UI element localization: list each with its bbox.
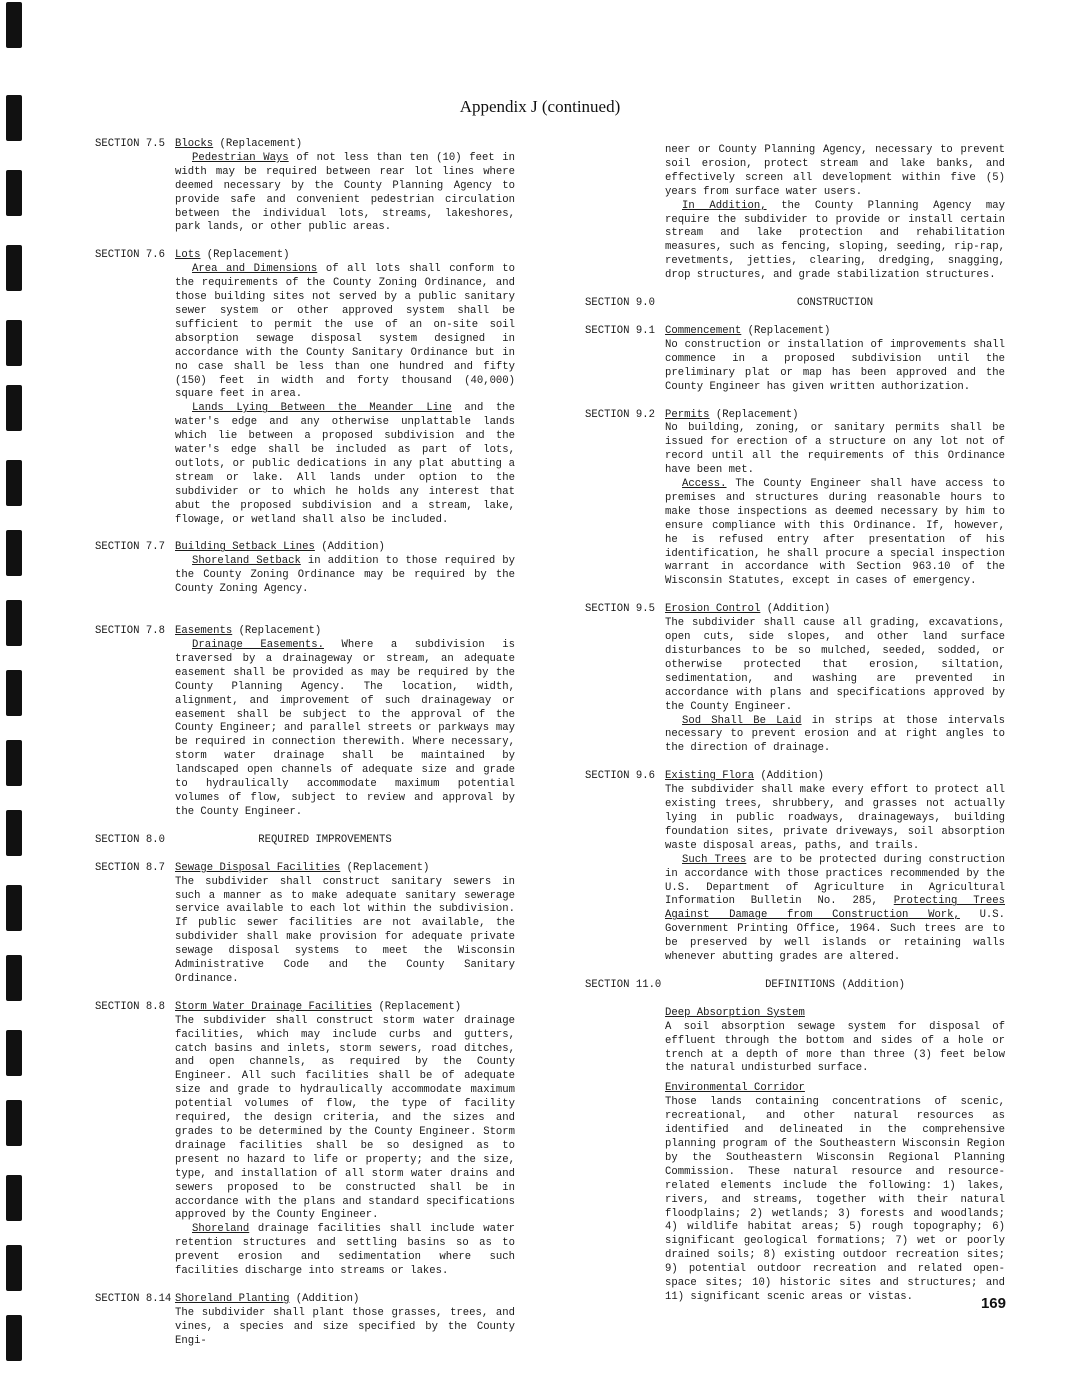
section-number: SECTION 7.5 <box>95 138 165 150</box>
left-column <box>95 138 515 1349</box>
page-number: 169 <box>980 1295 1006 1312</box>
section-heading: Building Setback Lines <box>175 541 315 554</box>
section-number: SECTION 11.0 <box>585 978 662 991</box>
lead-term: Shoreland Setback <box>192 555 301 568</box>
section-heading: Existing Flora <box>665 770 755 783</box>
binder-mark <box>6 1100 22 1146</box>
page-title: Appendix J (continued) <box>459 97 621 116</box>
section-7-8 <box>95 625 515 820</box>
section-number: SECTION 9.6 <box>585 770 655 783</box>
paragraph: The subdivider shall cause all grading, excavations, open cuts, side slopes, and other land surface disturbances to be so mulched, seeded, sodded, or otherwise protected that erosion, siltation, sedimentation, and washing are prevented in accordance with plans and specifications approved by the County Engineer. <box>665 617 1005 713</box>
binder-mark <box>6 1030 22 1076</box>
lead-term: Sod Shall Be Laid <box>682 714 802 727</box>
binder-mark <box>6 1175 22 1221</box>
section-9-1 <box>585 325 1005 395</box>
definition-text: A soil absorption sewage system for disposal of effluent through the bottom and sides of a hole or trench at a depth of more than three (3) feet below the natural undisturbed surface. <box>665 1020 1005 1075</box>
section-tag: (Replacement) <box>378 1000 462 1013</box>
section-tag: (Replacement) <box>715 408 799 421</box>
lead-term: Drainage Easements. <box>192 639 324 651</box>
section-number: SECTION 9.1 <box>585 324 655 337</box>
section-tag: (Replacement) <box>747 324 831 337</box>
binder-mark <box>6 740 22 786</box>
definition-text: Those lands containing concentrations of scenic, recreational, and other natural resources as identified and delineated in the comprehensive planning program of the Southeastern Wisconsin Region by the Southeastern Wisconsin Regional Planning Commission. These natural resource and resource-related elements include the following: 1) lakes, rivers, and streams, together with their natural floodplains; 2) wetlands; 3) forests and woodlands; 4) wildlife habitat areas; 5) rough topography; 6) significant geological formations; 7) wet or poorly drained soils; 8) existing outdoor recreation sites; 9) potential outdoor recreation and related open-space sites; 10) historic sites and structures; and 11) significant scenic areas or vistas. <box>665 1096 1005 1303</box>
binder-mark <box>6 885 22 931</box>
section-number: SECTION 9.2 <box>585 408 655 421</box>
section-heading: Erosion Control <box>665 603 761 616</box>
binder-mark <box>6 530 22 576</box>
paragraph: The subdivider shall plant those grasses, trees, and vines, a species and size specified by the County Engi- <box>175 1306 515 1347</box>
section-title: REQUIRED IMPROVEMENTS <box>258 833 392 846</box>
lead-term: Access. <box>682 478 727 491</box>
section-tag: (Addition) <box>295 1292 360 1305</box>
definition-environmental-corridor <box>665 1082 1005 1305</box>
paragraph: in addition to those required by the County Zoning Ordinance may be required by the County Zoning Agency. <box>175 555 516 596</box>
section-heading: Lots <box>175 249 201 262</box>
definition-term: Environmental Corridor <box>665 1082 805 1095</box>
citation-title: Protecting Trees Against Damage from Construction Work, <box>665 895 1005 922</box>
section-heading: Easements <box>175 625 233 638</box>
lead-term: Area and Dimensions <box>192 263 318 276</box>
paragraph: The County Engineer shall have access to premises and structures during reasonable hours to make those inspections as deemed necessary by him to ensure compliance with this Ordinance. If, however, he is refused entry after presentation of his identification, he shall procure a special inspection warrant in accordance with Section 963.10 of the Wisconsin Statutes, except in cases of emergency. <box>665 478 1005 588</box>
binder-mark <box>6 600 22 646</box>
paragraph: The subdivider shall construct sanitary sewers in such a manner as to make adequate sanitary sewerage service available to each lot within the subdivision. If public sewer facilities are not available, the subdivider shall make provision for adequate private sewage disposal systems to meet the Wisconsin Administrative Code and the County Sanitary Ordinance. <box>175 875 515 985</box>
paragraph: in strips at those intervals necessary to prevent erosion and at right angles to the direction of drainage. <box>665 714 1005 755</box>
section-tag: (Addition) <box>766 603 831 616</box>
lead-term: Pedestrian Ways <box>192 151 289 164</box>
paragraph: neer or County Planning Agency, necessary to prevent soil erosion, protect stream and lake banks, and effectively screen all development within five (5) years from surface water users. <box>665 144 1005 198</box>
lead-term: Shoreland <box>192 1223 250 1236</box>
section-9-5 <box>585 603 1005 756</box>
section-11-0 <box>585 979 1005 993</box>
section-heading: Permits <box>665 408 710 421</box>
binder-mark <box>6 460 22 506</box>
section-title: DEFINITIONS (Addition) <box>765 978 905 991</box>
binder-mark <box>6 2 22 48</box>
section-heading: Blocks <box>175 138 214 150</box>
section-7-7 <box>95 541 515 597</box>
section-tag: (Replacement) <box>238 625 322 638</box>
section-number: SECTION 9.0 <box>585 297 655 310</box>
section-number: SECTION 7.8 <box>95 625 165 638</box>
section-number: SECTION 8.14 <box>95 1292 172 1305</box>
definition-term: Deep Absorption System <box>665 1006 805 1019</box>
section-heading: Sewage Disposal Facilities <box>175 861 341 874</box>
binder-mark <box>6 955 22 1001</box>
section-7-5 <box>95 138 515 235</box>
definition-deep-absorption <box>665 1007 1005 1077</box>
section-number: SECTION 9.5 <box>585 603 655 616</box>
section-number: SECTION 8.8 <box>95 1000 165 1013</box>
paragraph: of not less than ten (10) feet in width may be required between rear lot lines where deemed necessary by the County Planning Agency to provide safe and convenient pedestrian circulation between the individual lots, streams, lakeshores, park lands, or other public areas. <box>175 151 516 234</box>
section-tag: (Addition) <box>760 770 824 783</box>
paragraph: The subdivider shall construct storm water drainage facilities, which may include curbs and gutters, catch basins and inlets, storm sewers, road ditches, and open channels, as required by the County Engineer. All such facilities shall be of adequate size and grade to hydraulically accommodate maximum potential volumes of flow, the type of facility required, the design criteria, and the sizes and grades to be determined by the County Engineer. Storm drainage facilities shall be so designed as to present no hazard to life or property; and the size, type, and installation of all storm water drains and sewers proposed to be constructed shall be in accordance with the plans and standard specifications approved by the County Engineer. <box>175 1014 515 1222</box>
section-tag: (Replacement) <box>206 249 290 262</box>
binder-mark <box>6 385 22 431</box>
section-8-14 <box>95 1293 515 1349</box>
paragraph: and the water's edge and any otherwise unplattable lands which lie between a proposed subdivision and the water's edge shall be included as part of lots, outlots, or public dedications in any plat abutting a stream or lake. All lands under option to the subdivider or to which he holds any interest that abut the proposed subdivision and a stream, lake, flowage, or wetland shall also be included. <box>175 402 515 526</box>
paragraph: of all lots shall conform to the requirements of the County Zoning Ordinance, and those building sites not served by a public sanitary sewer system or other approved system shall be sufficient to permit the use of an on-site soil absorption sewage disposal system designed in accordance with the County Sanitary Ordinance but in no case shall be less than one hundred and fifty (150) feet in width and forty thousand (40,000) square feet in area. <box>175 263 515 401</box>
section-heading: Commencement <box>665 324 742 337</box>
section-tag: (Addition) <box>321 541 385 554</box>
binder-mark <box>6 1245 22 1291</box>
paragraph: The subdivider shall make every effort to protect all existing trees, shrubbery, and grasses not actually lying in public roadways, drainageways, building foundation sites, private driveways, soil absorption waste disposal areas, paths, and trails. <box>665 784 1005 852</box>
section-8-0 <box>95 834 515 848</box>
section-number: SECTION 7.7 <box>95 541 165 554</box>
binder-mark <box>6 320 22 366</box>
lead-term: Such Trees <box>682 853 747 866</box>
section-number: SECTION 8.0 <box>95 833 165 846</box>
binder-hole-strip <box>6 0 22 1380</box>
binder-mark <box>6 170 22 216</box>
section-tag: (Replacement) <box>219 138 303 150</box>
right-column <box>585 144 1005 1305</box>
paragraph: the County Planning Agency may require the subdivider to provide or install certain stream and lake protection and rehabilitation measures, such as fencing, sloping, seeding, rip-rap, revetments, jetties, clearing, dredging, snagging, drop structures, and grade stabilization structures. <box>665 199 1006 282</box>
paragraph: No construction or installation of improvements shall commence in a proposed subdivision until the preliminary plat or map has been approved and the County Engineer has given written authorization. <box>665 338 1005 393</box>
section-heading: Shoreland Planting <box>175 1292 290 1305</box>
section-9-0 <box>585 297 1005 311</box>
section-7-6 <box>95 249 515 527</box>
section-8-8 <box>95 1001 515 1279</box>
paragraph: No building, zoning, or sanitary permits shall be issued for erection of a structure on any lot not of record until all the requirements of this Ordinance have been met. <box>665 422 1005 477</box>
binder-mark <box>6 245 22 291</box>
section-8-7 <box>95 862 515 987</box>
section-9-2 <box>585 409 1005 590</box>
section-number: SECTION 8.7 <box>95 861 165 874</box>
paragraph: Where a subdivision is traversed by a drainageway or stream, an adequate easement shall be provided as may be required by the County Planning Agency. The location, width, alignment, and improvement of such drainageway or easement shall be subject to the approval of the County Engineer; and parallel streets or parkways may be required in connection therewith. Where necessary, storm water drainage shall be maintained by landscaped open channels of adequate size and grade to hydraulically accommodate maximum potential volumes of flow, subject to review and approval by the County Engineer. <box>175 639 515 818</box>
paragraph: are to be protected during construction in accordance with those practices recommended by the U.S. Department of Agriculture in Agricultural Information Bulletin No. 285, <box>665 853 1006 908</box>
section-heading: Storm Water Drainage Facilities <box>175 1000 373 1013</box>
lead-term: In Addition, <box>682 199 767 212</box>
binder-mark <box>6 670 22 716</box>
section-tag: (Replacement) <box>346 861 430 874</box>
paragraph: drainage facilities shall include water retention structures and settling basins so as to prevent erosion and sedimentation where such facilities discharge into streams or lakes. <box>175 1223 515 1278</box>
continued-text <box>665 144 1005 283</box>
section-number: SECTION 7.6 <box>95 249 165 262</box>
binder-mark <box>6 1315 22 1361</box>
lead-term: Lands Lying Between the Meander Line <box>192 402 452 415</box>
section-9-6 <box>585 770 1005 965</box>
binder-mark <box>6 810 22 856</box>
paragraph: U.S. Government Printing Office, 1964. Such trees are to be preserved by well islands or retaining walls whenever abutting grades are altered. <box>665 909 1006 964</box>
section-title: CONSTRUCTION <box>796 297 874 310</box>
